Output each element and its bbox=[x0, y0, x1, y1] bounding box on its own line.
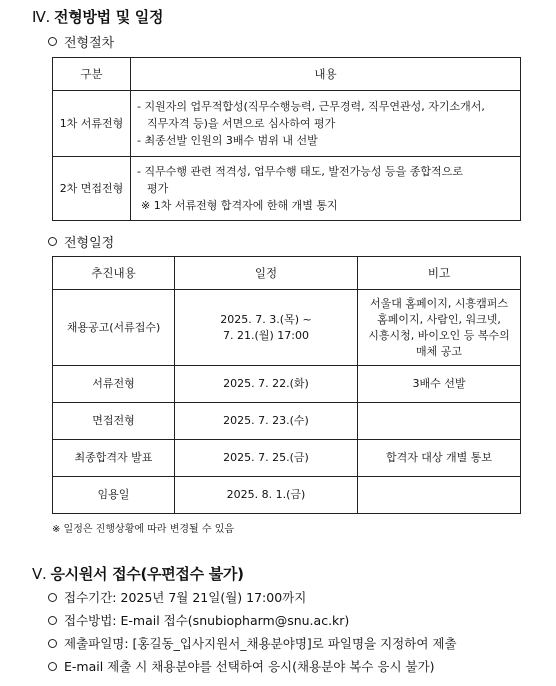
procedure-header-col2: 내용 bbox=[131, 58, 521, 91]
schedule-item: 면접전형 bbox=[53, 403, 175, 440]
schedule-note-line: 서울대 홈페이지, 시흥캠퍼스 bbox=[369, 296, 508, 310]
section-5-title bbox=[32, 563, 244, 584]
schedule-note bbox=[358, 403, 521, 440]
schedule-header-col3: 비고 bbox=[358, 257, 521, 290]
circle-bullet-icon bbox=[48, 616, 57, 625]
procedure-heading-text: 전형절차 bbox=[64, 36, 115, 51]
schedule-note-line: 홈페이지, 사람인, 워크넷, bbox=[377, 312, 501, 326]
circle-bullet-icon bbox=[48, 593, 57, 602]
list-item bbox=[48, 588, 306, 606]
schedule-note bbox=[358, 290, 521, 366]
table-row bbox=[53, 91, 521, 157]
schedule-item: 최종합격자 발표 bbox=[53, 440, 175, 477]
schedule-note: 합격자 대상 개별 통보 bbox=[358, 440, 521, 477]
list-item-text: 접수방법: E-mail 접수(snubiopharm@snu.ac.kr) bbox=[64, 613, 350, 628]
schedule-item: 서류전형 bbox=[53, 366, 175, 403]
procedure-line: - 직무수행 관련 적격성, 업무수행 태도, 발전가능성 등을 종합적으로 bbox=[137, 165, 463, 178]
schedule-heading bbox=[48, 232, 114, 251]
procedure-content bbox=[131, 157, 521, 221]
section-4-title bbox=[32, 6, 163, 27]
circle-bullet-icon bbox=[48, 237, 57, 246]
schedule-heading-text: 전형일정 bbox=[64, 236, 115, 251]
schedule-date-line: 2025. 7. 3.(목) ~ bbox=[220, 312, 312, 326]
list-item-text: 접수기간: 2025년 7월 21일(월) 17:00까지 bbox=[64, 590, 307, 605]
section-4-title-text: 전형방법 및 일정 bbox=[54, 8, 164, 26]
list-item bbox=[48, 657, 435, 675]
procedure-line: - 최종선발 인원의 3배수 범위 내 선발 bbox=[137, 134, 318, 147]
procedure-line: ※ 1차 서류전형 합격자에 한해 개별 통지 bbox=[141, 199, 338, 212]
circle-bullet-icon bbox=[48, 639, 57, 648]
schedule-date: 2025. 7. 25.(금) bbox=[175, 440, 358, 477]
section-5-number: Ⅴ. bbox=[32, 565, 47, 583]
section-5-title-text: 응시원서 접수(우편접수 불가) bbox=[50, 565, 244, 583]
schedule-note: 3배수 선발 bbox=[358, 366, 521, 403]
schedule-item: 채용공고(서류접수) bbox=[53, 290, 175, 366]
table-row bbox=[53, 477, 521, 514]
schedule-date: 2025. 7. 23.(수) bbox=[175, 403, 358, 440]
procedure-stage: 2차 면접전형 bbox=[53, 157, 131, 221]
schedule-note-line: 매체 공고 bbox=[415, 344, 462, 358]
circle-bullet-icon bbox=[48, 662, 57, 671]
table-row bbox=[53, 290, 521, 366]
schedule-date-line: 7. 21.(월) 17:00 bbox=[223, 328, 309, 342]
schedule-date: 2025. 8. 1.(금) bbox=[175, 477, 358, 514]
list-item-text: 제출파일명: [홍길동_입사지원서_채용분야명]로 파일명을 지정하여 제출 bbox=[64, 636, 457, 651]
section-4-number: Ⅳ. bbox=[32, 8, 51, 26]
table-row bbox=[53, 403, 521, 440]
schedule-footnote: ※ 일정은 진행상황에 따라 변경될 수 있음 bbox=[52, 524, 235, 535]
table-row bbox=[53, 366, 521, 403]
list-item bbox=[48, 611, 349, 629]
procedure-line: 평가 bbox=[147, 182, 169, 195]
procedure-stage: 1차 서류전형 bbox=[53, 91, 131, 157]
procedure-line: - 지원자의 업무적합성(직무수행능력, 근무경력, 직무연관성, 자기소개서, bbox=[137, 100, 485, 113]
schedule-header-col2: 일정 bbox=[175, 257, 358, 290]
schedule-date: 2025. 7. 22.(화) bbox=[175, 366, 358, 403]
procedure-table bbox=[52, 57, 521, 221]
schedule-header-col1: 추진내용 bbox=[53, 257, 175, 290]
schedule-note bbox=[358, 477, 521, 514]
procedure-content bbox=[131, 91, 521, 157]
procedure-heading bbox=[48, 32, 114, 51]
procedure-header-col1: 구분 bbox=[53, 58, 131, 91]
schedule-table bbox=[52, 256, 521, 514]
table-row bbox=[53, 157, 521, 221]
schedule-item: 임용일 bbox=[53, 477, 175, 514]
circle-bullet-icon bbox=[48, 37, 57, 46]
schedule-date bbox=[175, 290, 358, 366]
procedure-line: 직무자격 등)을 서면으로 심사하여 평가 bbox=[147, 117, 336, 130]
table-row bbox=[53, 440, 521, 477]
schedule-note-line: 시흥시청, 바이오인 등 복수의 bbox=[368, 328, 510, 342]
list-item bbox=[48, 634, 457, 652]
list-item-text: E-mail 제출 시 채용분야를 선택하여 응시(채용분야 복수 응시 불가) bbox=[64, 659, 435, 674]
